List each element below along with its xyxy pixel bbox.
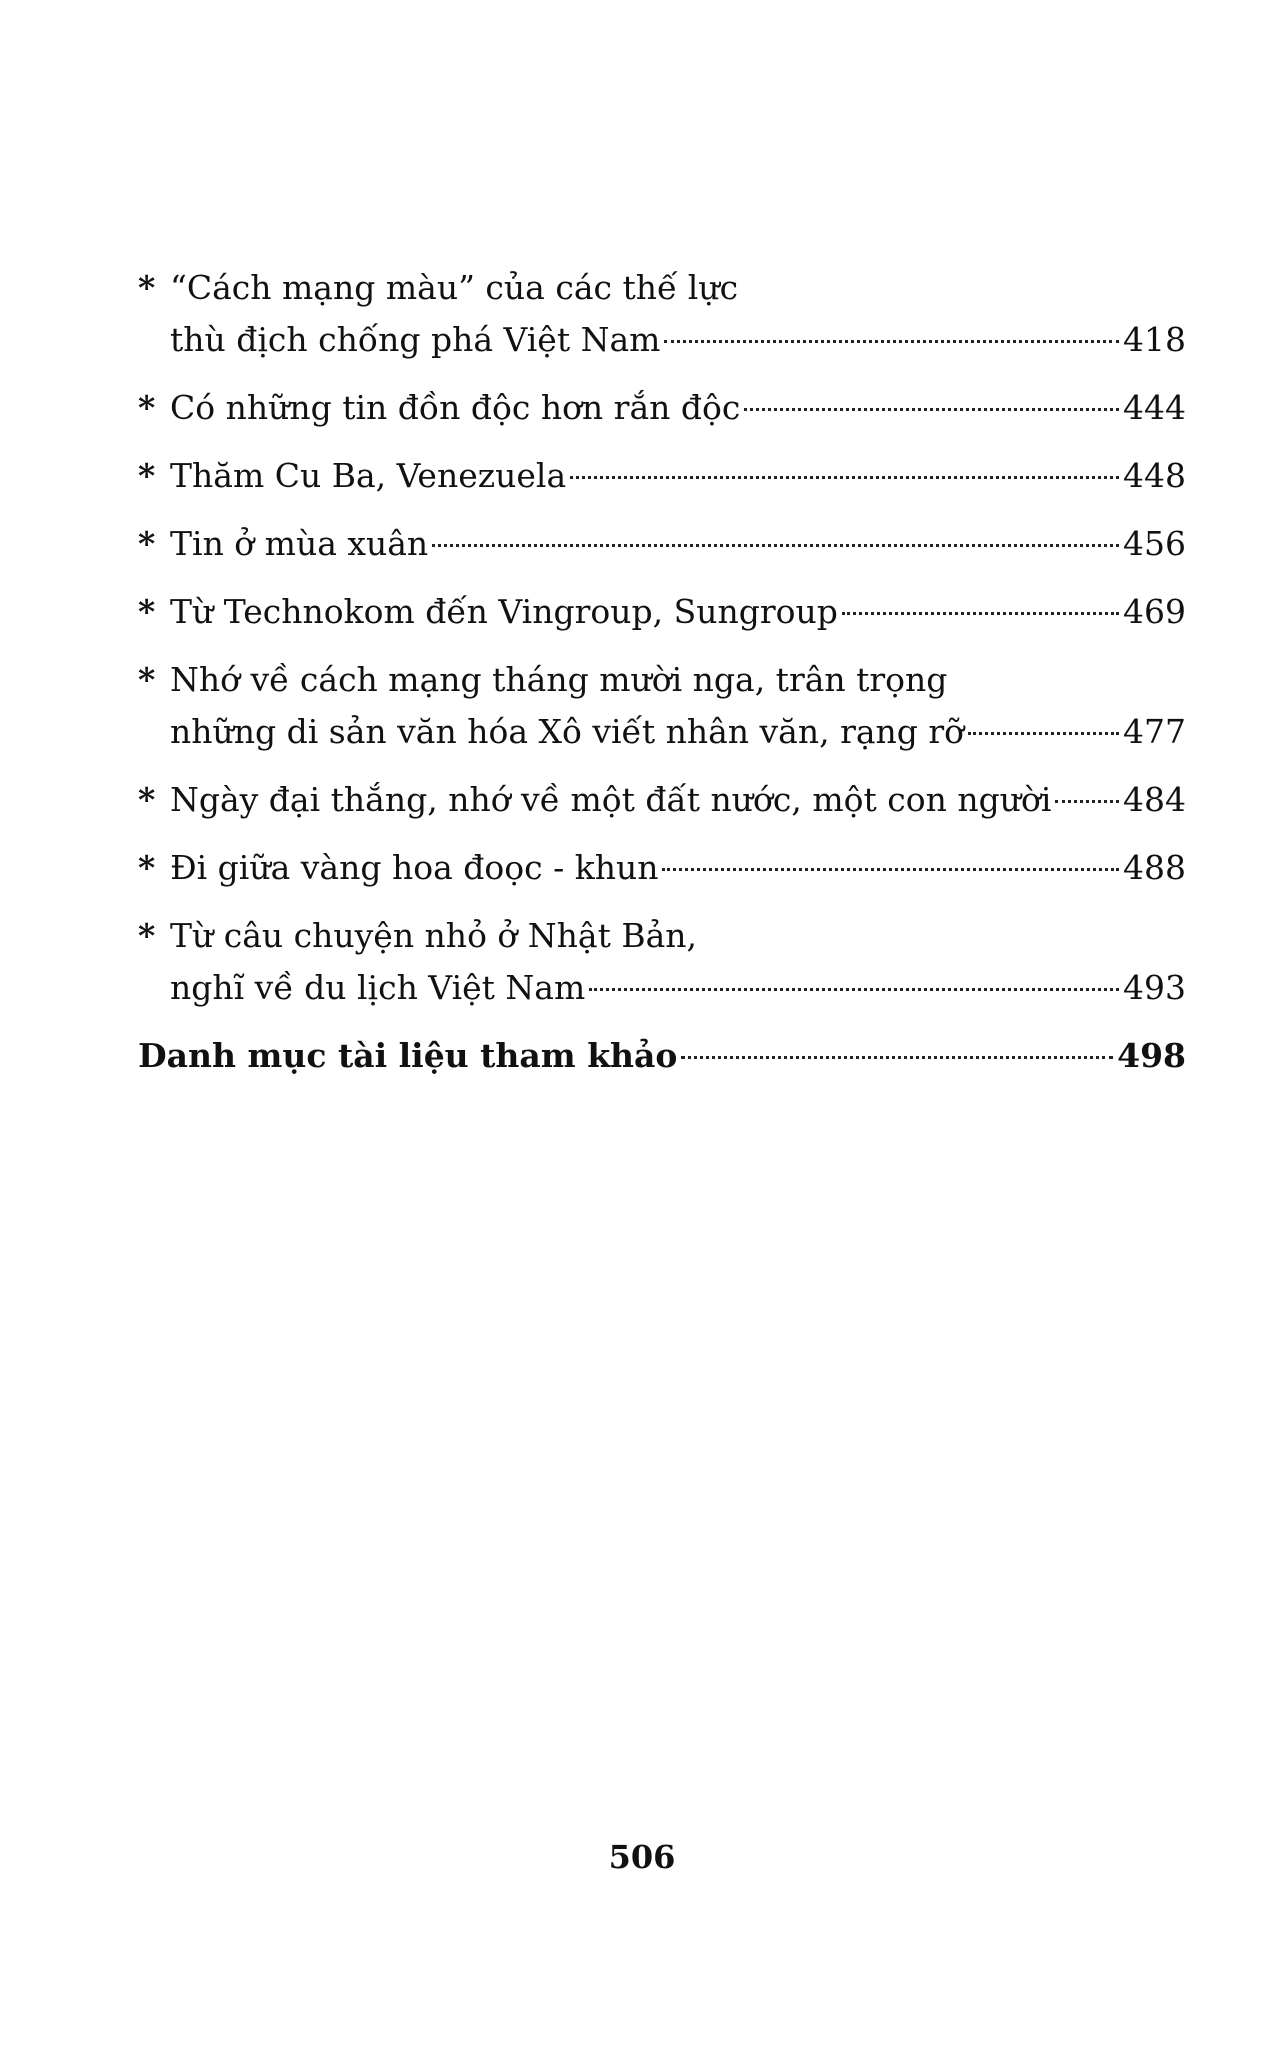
toc-entry [138,586,1186,638]
toc-entry [138,262,1186,366]
toc-page-number: 498 [1117,1036,1186,1075]
toc-entry [138,382,1186,434]
toc-entry-title: Từ Technokom đến Vingroup, Sungroup [170,592,838,631]
toc-entry [138,654,1186,758]
toc-entry [138,774,1186,826]
bullet-star: * [138,268,156,307]
toc-entry-title: Thăm Cu Ba, Venezuela [170,456,567,495]
toc-page-number: 484 [1123,780,1186,819]
toc-entry-title-line2: nghĩ về du lịch Việt Nam [170,968,586,1007]
toc-entry [138,518,1186,570]
bullet-star: * [138,780,156,819]
toc-page-number: 448 [1123,456,1186,495]
references-title: Danh mục tài liệu tham khảo [138,1036,678,1075]
toc-references-entry [138,1030,1186,1082]
toc-page-number: 477 [1123,712,1186,751]
toc-entry-title: Đi giữa vàng hoa đoọc - khun [170,848,659,887]
dot-leader [744,408,1119,411]
toc-entry [138,450,1186,502]
dot-leader [1055,800,1119,803]
bullet-star: * [138,660,156,699]
bullet-star: * [138,916,156,955]
dot-leader [662,868,1119,871]
dot-leader [664,340,1119,343]
toc-page-number: 418 [1123,320,1186,359]
bullet-star: * [138,524,156,563]
toc-entry-title-line1: “Cách mạng màu” của các thế lực [170,268,739,307]
toc-entry-title: Có những tin đồn độc hơn rắn độc [170,388,741,427]
toc-entry-title-line1: Từ câu chuyện nhỏ ở Nhật Bản, [170,916,698,955]
dot-leader [589,988,1119,991]
toc-page-number: 456 [1123,524,1186,563]
toc-entry-title-line2: thù địch chống phá Việt Nam [170,320,661,359]
toc-page-number: 444 [1123,388,1186,427]
table-of-contents [138,262,1186,1098]
bullet-star: * [138,592,156,631]
toc-page-number: 488 [1123,848,1186,887]
bullet-star: * [138,456,156,495]
dot-leader [968,732,1119,735]
bullet-star: * [138,848,156,887]
page-footer-number: 506 [608,1838,676,1876]
toc-entry [138,842,1186,894]
toc-entry-title-line1: Nhớ về cách mạng tháng mười nga, trân trọng [170,660,948,699]
toc-entry [138,910,1186,1014]
dot-leader [570,476,1119,479]
toc-entry-title-line2: những di sản văn hóa Xô viết nhân văn, rạng rỡ [170,712,965,751]
dot-leader [432,544,1119,547]
dot-leader [842,612,1119,615]
toc-entry-title: Ngày đại thắng, nhớ về một đất nước, một con người [170,780,1052,819]
toc-entry-title: Tin ở mùa xuân [170,524,429,563]
toc-page-number: 469 [1123,592,1186,631]
dot-leader [681,1056,1113,1059]
bullet-star: * [138,388,156,427]
toc-page-number: 493 [1123,968,1186,1007]
